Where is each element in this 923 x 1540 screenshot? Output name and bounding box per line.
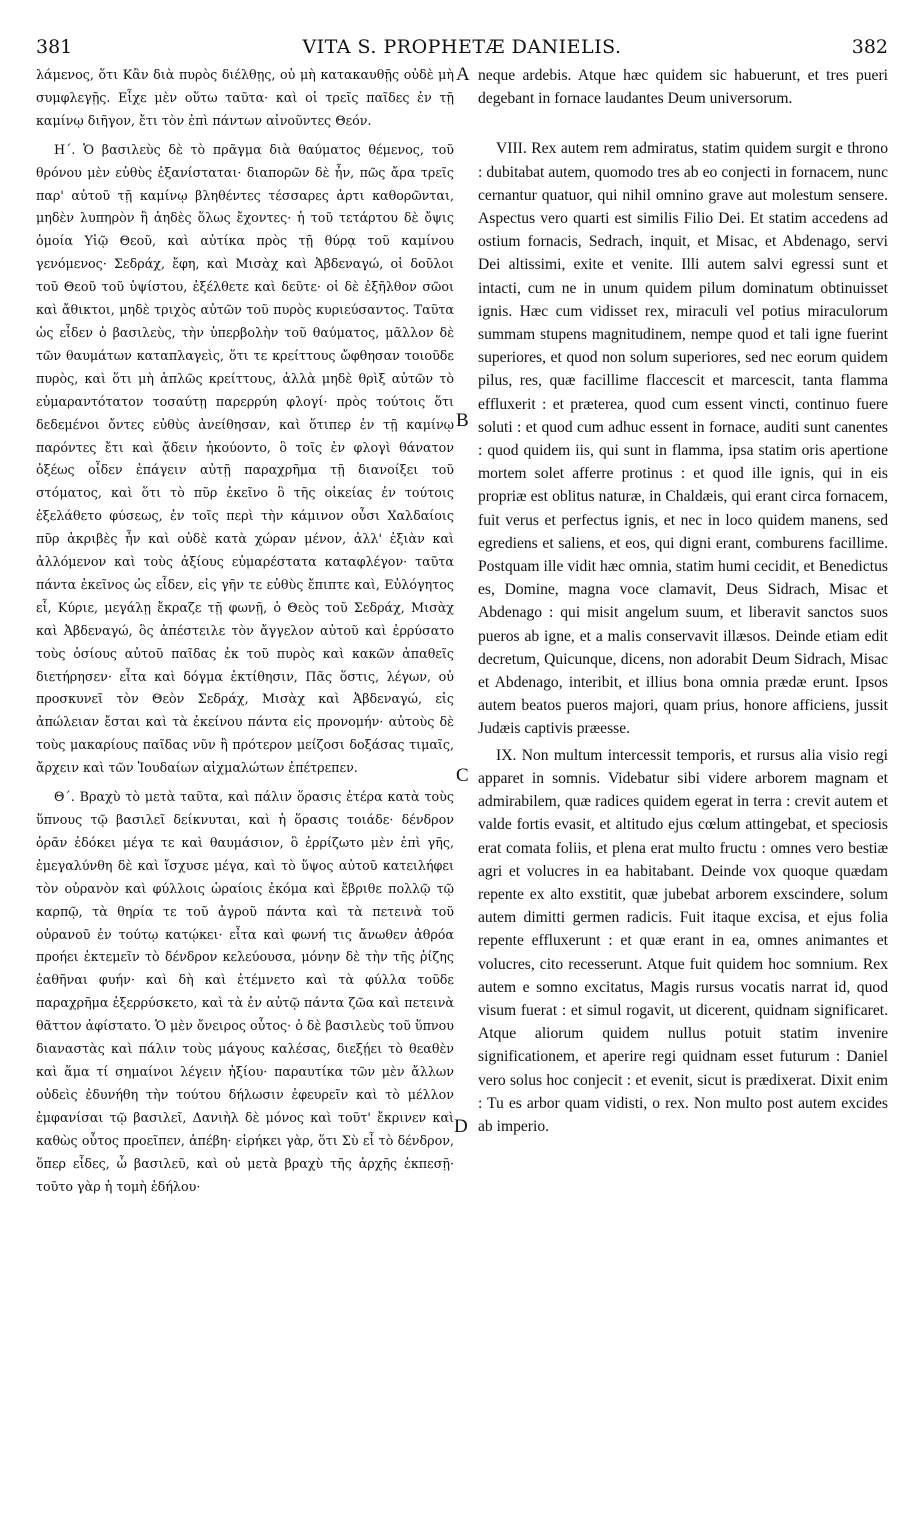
margin-letter-c: C (456, 765, 469, 786)
greek-paragraph-1: λάμενος, ὅτι Κἂν διὰ πυρὸς διέλθῃς, οὐ μὴ κατακαυθῇς οὐδὲ μὴ συμφλεγῇς. Εἶχε μὲν οὕτω ταῦτα· καὶ οἱ τρεῖς παῖδες ἐν τῇ καμίνῳ διῆγον, ἔτι τὸν ἐπὶ πάντων αἰνοῦντες Θεόν. (36, 67, 454, 128)
margin-letter-a: A (456, 64, 470, 85)
greek-paragraph-9: Θ΄. Βραχὺ τὸ μετὰ ταῦτα, καὶ πάλιν ὅρασις ἑτέρα κατὰ τοὺς ὕπνους τῷ βασιλεῖ δείκνυται, καὶ ἡ ὅρασις τοιάδε· δένδρον ὁρᾶν ἐδόκει μέγα τε καὶ θαυμάσιον, ὃ ἐρρίζωτο μὲν ἐπὶ γῆς, ἐμεγαλύνθη δὲ καὶ ἴσχυσε μέγα, καὶ τὸ ὕψος αὐτοῦ κατειλήφει τὸν οὐρανὸν καὶ φύλλοις ὡραίοις ἐκόμα καὶ ἔβριθε πολλῷ τῷ καρπῷ, τὰ θηρία τε τοῦ ἀγροῦ πάντα καὶ τὰ πετεινὰ τοῦ οὐρανοῦ ἐν τούτῳ κατῴκει· εἶτα καὶ φωνή τις ἄνωθεν ἀθρόα προήει ἐκτεμεῖν τὸ δένδρον κελεύουσα, μόνην δὲ τὴν τῆς ῥίζης ἐαθῆναι φυήν· καὶ δὴ καὶ ἐτέμνετο καὶ τὰ φύλλα τοῦδε παραχρῆμα ἐξερρύσκετο, καὶ τὰ ἐν αὐτῷ πάντα ζῶα καὶ πετεινὰ θᾶττον ἀφίστατο. Ὁ μὲν ὄνειρος οὗτος· ὁ δὲ βασιλεὺς τοῦ ὕπνου διαναστὰς καὶ πάλιν τοὺς μάγους καλέσας, διεξῄει τὸ θεαθὲν καὶ ἅμα τί σημαίνοι λέγειν ἠξίου· παραυτίκα τῶν μὲν ἄλλων οὐδεὶς ἐδυνήθη τὴν τούτου δήλωσιν ἐφευρεῖν καὶ τὸ μέλλον ἐμφανίσαι τῷ βασιλεῖ, Δανιὴλ δὲ μόνος καὶ τοῦτ' ἔκρινεν καὶ καθὼς οὗτος προεῖπεν, ἀπέβη· εἰρήκει γὰρ, ὅτι Σὺ εἶ τὸ δένδρον, ὅπερ εἶδες, ὦ βασιλεῦ, καὶ οὐ μετὰ βραχὺ τῆς ἀρχῆς ἐκπεσῇ· τοῦτο γὰρ ἡ τομὴ ἐδήλου· (36, 789, 454, 1194)
latin-paragraph-1: neque ardebis. Atque hæc quidem sic habuerunt, et tres pueri degebant in fornace laudantes Deum universorum. (478, 67, 888, 108)
page-number-right: 382 (851, 36, 888, 58)
latin-column (478, 64, 888, 1138)
running-header (36, 36, 888, 64)
page-number-left: 381 (36, 36, 73, 58)
greek-column (36, 64, 454, 1198)
latin-paragraph-8: VIII. Rex autem rem admiratus, statim quidem surgit e throno : dubitabat autem, quomodo tres ab eo conjecti in fornacem, nunc cernantur quatuor, qui nihil omnino grave aut molestum sensere. Aspectus vero quarti est similis Filio Dei. Et statim accedens ad ostium fornacis, Sedrach, inquit, et Misac, et Abdenago, servi Dei altissimi, exite et venite. Illi autem salvi egressi sunt et intacti, cum ne in unum quidem pilum dominatum obtinuisset ignis. Hæc cum vidisset rex, miraculi vel potius miraculorum summam stupens magnitudinem, nempe quod et tali igne fuerint superiores, et quod non solum superiores, sed nec eorum quidem pilus, res, quæ facillime flaccescit et marcescit, tanta flamma effluxerit : et præterea, quod cum essent vincti, continuo fuere soluti : et quod cum adhuc essent in fornace, auditi sunt canentes : quod quidem iis, qui sunt in flamma, ipsa statim oris apertione mortem solet afferre protinus : et quod ille ignis, qui in eis propriæ est oblitus naturæ, in Chaldæis, qui erant circa fornacem, fuit verus et perfectus ignis, et nec in loco quidem manens, sed egrediens et saliens, et eos, qui digni erant, comburens facillime. Postquam ille vidit hæc omnia, statim humi cecidit, et Benedictus es, Domine, magna voce clamavit, Deus Sidrach, Misac et Abdenago : qui misit angelum suum, et liberavit sanctos suos pueros ab igne, et a malis conservavit illæsos. Deinde etiam edit decretum, Quicunque, dicens, non adorabit Deum Sidrach, Misac et Abdenago, interibit, et illius bona omnia prædæ erunt. Ipsos autem beatos pueros majori, quam prius, honore afficiens, jussit Judæis captivis præesse. (478, 140, 888, 738)
running-title: VITA S. PROPHETÆ DANIELIS. (302, 36, 622, 58)
margin-letter-b: B (456, 410, 469, 431)
margin-letter-d: D (454, 1116, 468, 1137)
greek-paragraph-8: Η΄. Ὁ βασιλεὺς δὲ τὸ πρᾶγμα διὰ θαύματος θέμενος, τοῦ θρόνου μὲν εὐθὺς ἐξανίσταται· διαπορῶν δὲ ἦν, πῶς ἄρα τρεῖς παρ' αὐτοῦ τῇ καμίνῳ βληθέντες τέσσαρες ἀρτι καθορῶνται, μηδὲν λυπηρὸν ἢ ἀηδὲς ὅλως ἔχοντες· ἡ τοῦ τετάρτου δὲ ὄψις ὁμοία Υἱῷ Θεοῦ, καὶ αὐτίκα πρὸς τῇ θύρᾳ τοῦ καμίνου γενόμενος· Σεδράχ, ἔφη, καὶ Μισὰχ καὶ Ἀβδεναγώ, οἱ δοῦλοι τοῦ Θεοῦ τοῦ ὑψίστου, ἐξέλθετε καὶ δεῦτε· οἱ δὲ ἐξῆλθον σῶοι καὶ ἄθικτοι, μηδὲ τριχὸς αὐτῶν τοῦ πυρὸς κυριεύσαντος. Ταῦτα ὡς εἶδεν ὁ βασιλεὺς, τὴν ὑπερβολὴν τοῦ θαύματος, μᾶλλον δὲ τῶν θαυμάτων καταπλαγεὶς, ὅτι τε κρείττους ὤφθησαν τοιοῦδε πυρὸς, καὶ ὅτι μὴ ἁπλῶς κρείττους, ἀλλὰ μηδὲ θρὶξ αὐτῶν τὸ εὐμαραντότατον τοσαύτῃ παρερρύη φλογί· πρὸς τούτοις ὅτι δεδεμένοι ὄντες εὐθὺς ἀνείθησαν, καὶ ὅτιπερ ἐν τῇ καμίνῳ παρόντες ἔτι καὶ ᾄδειν ἠκούοντο, ὃ τοῖς ἐν φλογὶ θάνατον ὀξέως οἶδεν ἐπάγειν αὐτῇ παραχρῆμα τῇ διανοίξει τοῦ στόματος, καὶ ὅτι τὸ πῦρ ἐκεῖνο ὃ τῆς οἰκείας ἐν τούτοις ἐξελάθετο φύσεως, ἐν τοῖς περὶ τὴν κάμινον οὖσι Χαλδαίοις πῦρ ἀκριβὲς ἦν καὶ οὐδὲ κατὰ χώραν μένον, ἀλλ' ἐξιὰν καὶ ἀλλόμενον καὶ τοὺς ἀξίους εὐμαρέστατα καταφλέγον· ταῦτα πάντα ἐκεῖνος ὡς εἶδεν, εἰς γῆν τε εὐθὺς ἔπιπτε καὶ, Εὐλόγητος εἶ, Κύριε, μεγάλῃ ἔκραζε τῇ φωνῇ, ὁ Θεὸς τοῦ Σεδράχ, Μισὰχ καὶ Ἀβδεναγώ, ὃς ἀπέστειλε τὸν ἄγγελον αὐτοῦ καὶ ἐρρύσατο τοὺς ὁσίους αὐτοῦ παῖδας ἐκ τοῦ πυρὸς καὶ κακῶν ἀπαθεῖς διετήρησεν· εἶτα καὶ δόγμα ἐκτίθησιν, Πᾶς ὅστις, λέγων, οὐ προσκυνεῖ τὸν Θεὸν Σεδράχ, Μισὰχ καὶ Ἀβδεναγώ, εἰς ἀπώλειαν ἔσται καὶ τὰ ἐκείνου πάντα εἰς προνομήν· αὐτοὺς δὲ τοὺς μακαρίους παῖδας νῦν ἢ πρότερον μείζοσι δοξάσας τιμαῖς, ἄρχειν καὶ τῶν Ἰουδαίων αἰχμαλώτων ἐπέτρεπεν. (36, 141, 454, 776)
latin-paragraph-9: IX. Non multum intercessit temporis, et rursus alia visio regi apparet in somnis. Videbatur sibi videre arborem magnam et admirabilem, quæ radices quidem egerat in terra : crevit autem et valde fortis evasit, et altitudo ejus cœlum attingebat, et speciosis erat comata foliis, et plena erat multo fructu : omnes vero bestiæ agri et volucres in ea habitabant. Deinde vox quoque quædam repente ex alto exstitit, quæ jubebat arborem exscindere, solum autem dimitti germen radicis. Fuit itaque excisa, et ejus folia repente effluxerunt : et quæ erant in ea, omnes animantes et volucres, cito recesserunt. Atque fuit quidem hoc somnium. Rex autem e somno excitatus, Magis rursus vocatis narrat id, quod visum fuerat : et simul rogavit, ut dicerent, quidnam significaret. Atque aliorum quidem nullus potuit statim invenire significationem, et aperire regi quidnam esset futurum : Daniel vero solus hoc conjecit : et evenit, sicut is prædixerat. Dixit enim : Tu es arbor quam vidisti, o rex. Non multo post autem excides ab imperio. (478, 746, 888, 1135)
